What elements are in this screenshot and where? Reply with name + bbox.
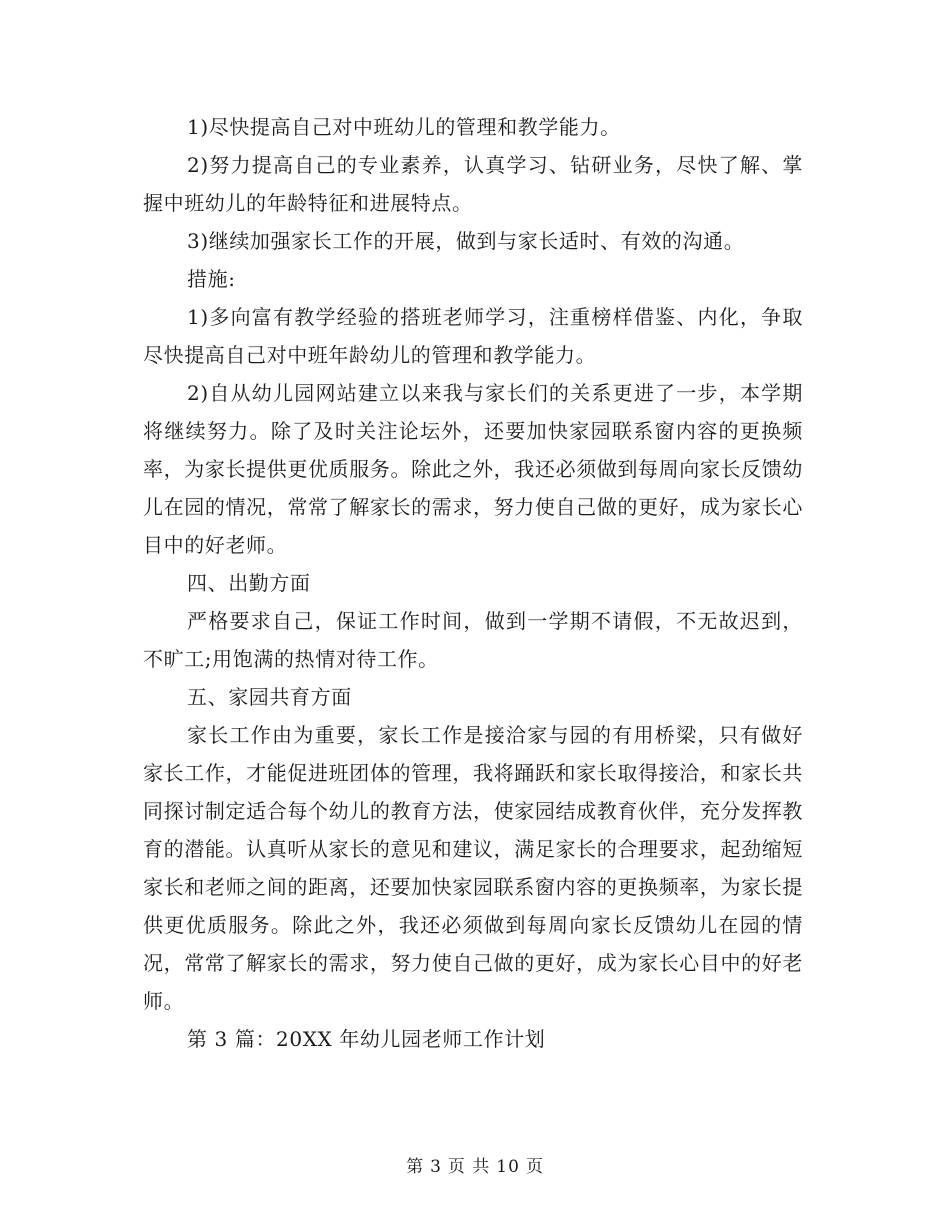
footer-page-number: 3 — [430, 1157, 442, 1177]
paragraph-attendance: 严格要求自己，保证工作时间，做到一学期不请假，不无故迟到，不旷工;用饱满的热情对待工作。 — [143, 609, 803, 671]
paragraph-goal-2: 2)努力提高自己的专业素养，认真学习、钻研业务，尽快了解、掌握中班幼儿的年龄特征和进展特点。 — [143, 153, 803, 215]
paragraph-goal-1: 1)尽快提高自己对中班幼儿的管理和教学能力。 — [187, 115, 621, 139]
page-footer — [0, 1152, 950, 1177]
section-title-part-3: 第 3 篇：20XX 年幼儿园老师工作计划 — [187, 1027, 546, 1051]
document-body — [143, 108, 803, 1058]
heading-home-school: 五、家园共育方面 — [187, 685, 352, 709]
heading-attendance: 四、出勤方面 — [187, 571, 311, 595]
footer-total-pages: 10 — [496, 1157, 520, 1177]
footer-prefix: 第 — [406, 1157, 425, 1177]
paragraph-measure-1: 1)多向富有教学经验的搭班老师学习，注重榜样借鉴、内化，争取尽快提高自己对中班年龄幼儿的管理和教学能力。 — [143, 305, 803, 367]
footer-middle: 页 共 — [447, 1157, 491, 1177]
paragraph-home-school: 家长工作由为重要，家长工作是接洽家与园的有用桥梁，只有做好家长工作，才能促进班团体的管理，我将踊跃和家长取得接洽，和家长共同探讨制定适合每个幼儿的教育方法，使家园结成教育伙伴，充分发挥教育的潜能。认真听从家长的意见和建议，满足家长的合理要求，起劲缩短家长和老师之间的距离，还要加快家园联系窗内容的更换频率，为家长提供更优质服务。除此之外，我还必须做到每周向家长反馈幼儿在园的情况，常常了解家长的需求，努力使自己做的更好，成为家长心目中的好老师。 — [143, 723, 803, 1013]
paragraph-goal-3: 3)继续加强家长工作的开展，做到与家长适时、有效的沟通。 — [187, 229, 745, 253]
heading-measures: 措施: — [187, 267, 236, 291]
paragraph-measure-2: 2)自从幼儿园网站建立以来我与家长们的关系更进了一步，本学期将继续努力。除了及时关注论坛外，还要加快家园联系窗内容的更换频率，为家长提供更优质服务。除此之外，我还必须做到每周向家长反馈幼儿在园的情况，常常了解家长的需求，努力使自己做的更好，成为家长心目中的好老师。 — [143, 381, 803, 557]
footer-suffix: 页 — [525, 1157, 544, 1177]
